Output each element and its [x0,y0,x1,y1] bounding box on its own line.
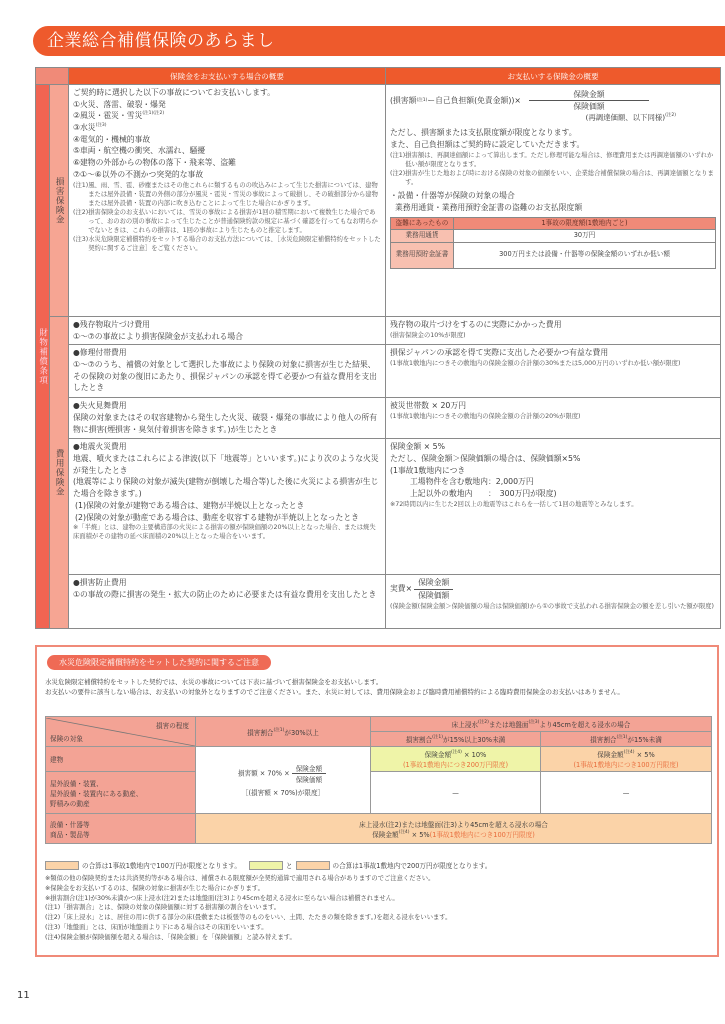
formula-fraction [529,89,649,113]
damage-item-text: ②風災・雹災・雪災 [73,111,143,121]
quake-desc: (地震等により保険の対象が滅失(建物が倒壊した場合等)した後に火災による損害が生じた場合を除きます。) [73,477,379,499]
cell-text: 保険金額 [597,751,624,759]
damage-formula [390,89,716,113]
limit-text: ただし、損害額または支払限度額が限度となります。 [390,128,577,138]
note-text: 水災危険限定補償特約をセットする場合のお支払方法については、［水災危険限定補償特約をセットした契約に関するご注意］をご覧ください。 [88,236,381,253]
header-text: 損害割合 [590,736,617,744]
expense-pay-note: (1事故1敷地内につきその敷地内の保険金額の合計額の30%または5,000万円のいずれか低い額が限度) [390,360,681,368]
quake-title: ●地震火災費用 [73,442,127,452]
fraction-denominator: 保険価額 [573,102,605,112]
formula-text: (損害額 [390,96,417,106]
case-text: 保険の対象が動産である場合は、動産を収容する建物が半焼以上となったとき [86,512,359,522]
formula-fraction [414,577,453,601]
expense-title: ●修理付帯費用 [73,348,127,358]
row-label-equipment: 設備・什器等 商品・製品等 [46,814,196,844]
theft-item: 業務用預貯金証書 [391,242,454,268]
orange-swatch [296,861,330,870]
damage-item: ①火災、落雷、破裂・爆発 [73,99,166,109]
case-key: (2) [75,512,87,522]
empty-dash: — [541,772,712,814]
damage-note [73,208,381,235]
note-key: (注1) [73,181,89,189]
orange-swatch [45,861,79,870]
flood-notes [45,874,711,942]
header-text: より45cmを超える浸水の場合 [539,721,631,729]
damage-item: ④電気的・機械的事故 [73,134,151,144]
note-key: (注3) [73,236,89,244]
cell-note: (1事故1敷地内につき200万円限度) [402,761,509,769]
footnote-ref: (注2) [665,112,676,118]
equipment-cell [196,814,712,844]
legend [45,860,491,870]
diag-header [46,717,196,747]
header-text: が30%以上 [284,728,319,737]
header-text: が15%未満 [627,736,662,744]
legend-text: と [285,862,293,870]
prevention-payment [386,575,721,629]
formula-paren-line [390,113,716,124]
quake-case-item [73,500,381,512]
expense-payment [386,317,721,345]
quake-note: ※「半焼」とは、建物の主要構造部の火災による損害の額が保険価額の20%以上となった場合、または焼失床面積がその建物の延べ床面積の20%以上となった場合をいいます。 [73,524,376,541]
expense-case [69,317,386,345]
expense-title: ●失火見舞費用 [73,401,127,411]
cell-note: (1事故1敷地内につき100万円限度) [573,761,679,769]
note-text: 風、雨、雪、雹、砂塵またはその他これらに類するものの吹込みによって生じた損害については、建物または屋外設備・装置の外側の部分が風災・雹災・雪災の事故によって破損し、その破損部分から建物または屋外設備・装置の内部に吹き込むことによって生じた場合にかぎります。 [88,181,378,207]
theft-limit: 300万円または設備・什器等の保険金額のいずれか低い額 [454,242,716,268]
fraction-denominator: 保険価額 [418,591,450,601]
fraction-numerator: 保険金額 [292,763,326,774]
quake-case-item [73,512,381,524]
quake-pay-note: ※72時間以内に生じた2回以上の地震等はこれらを一括して1回の地震等とみなします。 [390,500,638,508]
footnote-ref: (注1) [616,735,628,740]
cell-text: × 5% [411,830,430,839]
footnote-ref: (注3) [95,123,107,129]
subcategory-expense-label: 費用保険金 [54,448,65,497]
header-text: または地盤面 [488,721,529,729]
diag-top-label: 損害の程度 [156,721,189,730]
expense-pay-note: (1事故1敷地内につきその敷地内の保険金額の合計額の20%が限度) [390,413,581,421]
category-label: 財物補償条項 [37,328,48,386]
case-key: (1) [75,500,87,510]
fraction-numerator: 保険金額 [529,89,649,101]
fraction-numerator: 保険金額 [414,577,453,590]
page-title: 企業総合補償保険のあらまし [33,26,725,56]
legend-text: の合算は1事故1敷地内で100万円が限度となります。 [82,862,241,870]
footnote-ref: (注2) [478,720,489,725]
diag-cell [46,718,195,746]
subcategory-expense [50,317,69,629]
theft-item: 業務用通貨 [391,230,454,243]
footnote-ref: (注4) [451,750,462,755]
formula-30-cell [196,747,371,814]
theft-limit-table [390,217,716,269]
damage-item-text: ③水災 [73,123,96,133]
limit-text: また、自己負担額はご契約時に設定していただきます。 [390,140,585,150]
note-key: (注1) [390,151,406,159]
note-key: (注2) [390,169,406,177]
quake-payment [386,439,721,575]
header-text: が15%以上30%未満 [442,736,506,744]
flood-note: (注2)「床上浸水」とは、居住の用に供する部分の床(畳敷または板張等のものをいい、土間、たたきの類を除きます。)を超える浸水をいいます。 [45,914,452,921]
fraction-denominator: 保険価額 [295,776,323,784]
expense-title: ●残存物取片づけ費用 [73,320,150,329]
col-30-header [196,717,371,747]
quake-pay: ただし、保険金額＞保険価額の場合は、保険価額×5% [390,454,581,464]
theft-header: 1事故の限度額(1敷地内ごと) [454,217,716,230]
col-15-header [541,732,712,747]
payment-note [390,151,716,169]
expense-case [69,398,386,439]
note-text: 損害保険金のお支払いにおいては、雪災の事故による損害が1回の積雪期において複数生じた場合であって、おのおの別の事故によって生じたことが普通保険約款の規定に基づく確認を行ってもなお明らかでないときは、これらの損害は、1回の事故により生じたものと推定します。 [88,208,378,235]
flood-note: (注3)「地盤面」とは、床面が地盤面より下にある場合はその床面をいいます。 [45,923,268,931]
yellow-swatch [249,861,283,870]
quake-desc: 地震、噴火またはこれらによる津波(以下「地震等」といいます。)により次のような火災が発生したとき [73,454,379,475]
coverage-table [35,67,721,629]
case-text: 保険の対象が建物である場合は、建物が半焼以上となったとき [86,500,305,510]
formula-text: ー自己負担額(免責金額))× [427,96,521,106]
note-text: 損害額は、再調達価額によって算出します。ただし修理可能な場合は、修理費用または再調達価額のいずれか低い額が限度となります。 [405,151,714,168]
theft-subtitle: 業務用通貨・業務用預貯金証書の盗難のお支払限度額 [395,202,583,212]
footnote-ref: (注1) [416,97,428,103]
damage-payment [386,85,721,317]
flood-text: 水災危険限定補償特約をセットした契約では、水災の事故については下表に基づいて損害保険金をお支払いします。 [45,678,383,686]
footnote-ref: (注1) [273,727,285,733]
formula-text: 損害額 × 70% × [237,769,290,778]
footnote-ref: (注4) [398,829,410,835]
theft-title: ・設備・什器等が保険の対象の場合 [390,191,515,201]
building-15-cell [541,747,712,772]
expense-desc: ①～⑦のうち、補償の対象として選択した事故により保険の対象に損害が生じた結果、その保険の対象の復旧にあたり、損保ジャパンの承認を得て必要かつ有益な費用を支出したとき [73,360,377,393]
footnote-ref: (注3) [528,720,540,725]
expense-pay: 残存物の取片づけをするのに実際にかかった費用 [390,320,562,329]
flood-text: お支払いの要件に該当しない場合は、お支払いの対象外となりますのでご注意ください。また、水災に対しては、費用保険金および臨時費用補償特約による臨時費用保険金のお支払いはありません。 [45,688,624,697]
expense-payment [386,398,721,439]
building-15-30-cell [371,747,541,772]
expense-payment [386,345,721,398]
note-text: 損害が生じた地および時における保険の対象の価額をいい、企業総合補償保険の場合は、再調達価額となります。 [405,169,714,187]
row-label-building: 建物 [46,747,196,772]
damage-intro: ご契約時に選択した以下の事故についてお支払いします。 [73,88,275,97]
header-payments: お支払いする保険金の概要 [386,68,721,85]
expense-desc: ①～⑦の事故により損害保険金が支払われる場合 [73,331,243,341]
legend-text: の合算は1事故1敷地内で200万円が限度となります。 [332,862,492,870]
flood-group-header [371,717,712,732]
flood-note: (注4)保険金額が保険価額を超える場合は、「保険金額」を「保険価額」と読み替えます。 [45,933,296,941]
subcategory-damage [50,85,69,317]
theft-header: 盗難にあったもの [391,217,454,230]
cell-text: 保険金額 [424,751,452,759]
damage-item [73,122,381,134]
flood-table [45,716,712,844]
note-key: (注2) [73,208,89,216]
damage-note [73,181,381,208]
payment-note [390,169,716,187]
quake-pay: 保険金額 × 5% [390,442,446,452]
damage-cases [69,85,386,317]
cell-note: (1事故1敷地内につき100万円限度) [429,830,535,839]
cell-text: 保険金額 [372,830,399,839]
expense-pay: 損保ジャパンの承認を得て実際に支出した必要かつ有益な費用 [390,348,609,358]
flood-notice-box [35,645,719,957]
footnote-ref: (注1)(注2) [142,111,165,117]
diag-bottom-label: 保険の対象 [50,734,83,743]
prevention-desc: ①の事故の際に損害の発生・拡大の防止のために必要または有益な費用を支出したとき [73,590,377,600]
header-blank [36,68,69,85]
category-cell [36,85,50,629]
prevention-title: ●損害防止費用 [73,578,127,588]
cell-text: × 10% [464,751,487,759]
header-cases: 保険金をお支払いする場合の概要 [69,68,386,85]
quake-pay: 工場物件を含む敷地内：2,000万円 [410,477,534,487]
expense-desc: 保険の対象またはその収容建物から発生した火災、破裂・爆発の事故により他人の所有物に損害(煙損害・臭気付着損害を除きます。)が生じたとき [73,413,378,434]
formula-limit: ［(損害額 × 70%)が限度］ [241,789,325,797]
formula-paren: (再調達価額、以下同様) [585,112,666,122]
prevention-case [69,575,386,629]
expense-case [69,345,386,398]
quake-pay: 上記以外の敷地内 ： 300万円が限度) [410,489,557,499]
page-number: 11 [17,990,30,1001]
damage-item: ⑤車両・航空機の衝突、水濡れ、騒擾 [73,146,206,156]
prevention-pay-note: (保険金額(保険金額＞保険価額の場合は保険価額)から①の事故で支払われる損害保険金の額を差し引いた額が限度) [390,602,715,610]
header-text: 損害割合 [405,736,433,744]
flood-note: ※類似の他の保険契約または共済契約等がある場合は、補償される限度額が全契約通算で適用される場合がありますのでご注意ください。 [45,875,435,882]
subcategory-damage-label: 損害保険金 [54,176,65,225]
empty-dash: — [371,772,541,814]
footnote-ref: (注1) [432,735,443,740]
prevention-formula [390,577,716,601]
damage-note [73,235,381,253]
quake-pay: (1事故1敷地内につき [390,465,466,475]
formula-fraction [292,763,326,784]
flood-note: ※保険金をお支払いするのは、保険の対象に損害が生じた場合にかぎります。 [45,884,264,892]
damage-item: ⑥建物の外部からの物体の落下・飛来等、盗難 [73,158,236,168]
flood-notice-title: 水災危険限定補償特約をセットした契約に関するご注意 [47,655,271,670]
formula-text: 実費× [390,584,413,594]
row-label-outdoor: 屋外設備・装置、 屋外設備・装置内にある動産、 野積みの動産 [46,772,196,814]
expense-pay-note: (損害保険金の10%が限度) [390,331,466,339]
header-text: 床上浸水 [451,721,479,729]
col-15-30-header [371,732,541,747]
header-text: 損害割合 [247,728,274,737]
expense-pay: 被災世帯数 × 20万円 [390,401,466,411]
footnote-ref: (注4) [623,750,635,755]
cell-text: × 5% [636,751,655,759]
flood-notice-text [45,677,705,697]
cell-text: 床上浸水(注2)または地盤面(注3)より45cmを超える浸水の場合 [359,820,548,829]
damage-item: ⑦①～⑥以外の不測かつ突発的な事故 [73,169,204,179]
damage-item [73,110,381,122]
flood-note: ※損害割合(注1)が30%未満かつ床上浸水(注2)または地盤面(注3)より45cmを超える浸水に至らない場合は補償されません。 [45,894,399,902]
quake-case [69,439,386,575]
theft-limit: 30万円 [454,230,716,243]
flood-note: (注1)「損害割合」とは、保険の対象の保険価額に対する損害額の割合をいいます。 [45,904,281,912]
